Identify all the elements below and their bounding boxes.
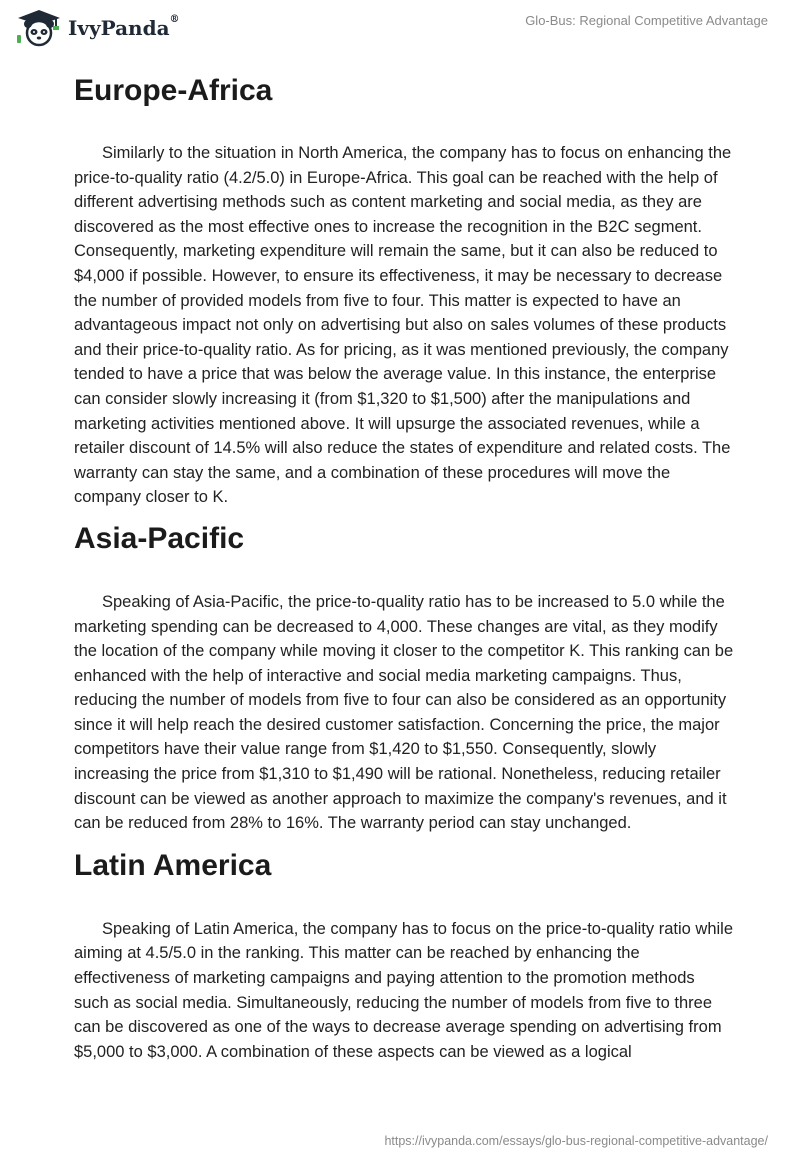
section-heading-latin-america: Latin America <box>74 848 272 882</box>
source-url[interactable]: https://ivypanda.com/essays/glo-bus-regional-competitive-advantage/ <box>384 1134 768 1148</box>
section-heading-asia-pacific: Asia-Pacific <box>74 521 245 555</box>
page-header <box>0 0 800 60</box>
document-title: Glo-Bus: Regional Competitive Advantage <box>525 13 768 28</box>
article-body <box>74 70 734 1064</box>
panda-logo-icon <box>14 8 64 48</box>
section-paragraph-europe-africa: Similarly to the situation in North America, the company has to focus on enhancing the price-to-quality ratio (4.2/5.0) in Europe-Africa. This goal can be reached with the help of different advertising methods such as content marketing and social media, as they are discovered as the most effective ones to increase the recognition in the B2C segment. Consequently, marketing expenditure will remain the same, but it can also be reduced to $4,000 if possible. However, to ensure its effectiveness, it may be necessary to decrease the number of provided models from five to four. This matter is expected to have an advantageous impact not only on advertising but also on sales volumes of these products and their price-to-quality ratio. As for pricing, as it was mentioned previously, the company tended to have a price that was below the average value. In this instance, the enterprise can consider slowly increasing it (from $1,320 to $1,500) after the manipulations and marketing activities mentioned above. It will upsurge the associated revenues, while a retailer discount of 14.5% will also reduce the states of expenditure and related costs. The warranty can stay the same, and a combination of these procedures will move the company closer to K. <box>74 144 732 507</box>
brand-name: IvyPanda® <box>68 14 180 40</box>
site-logo[interactable] <box>14 8 180 48</box>
section-paragraph-asia-pacific: Speaking of Asia-Pacific, the price-to-quality ratio has to be increased to 5.0 while the marketing spending can be decreased to 4,000. These changes are vital, as they modify the location of the company while moving it closer to the competitor K. This ranking can be enhanced with the help of interactive and social media marketing campaigns. Thus, reducing the number of models from five to four can also be considered as an opportunity since it will help reach the desired customer satisfaction. Concerning the price, the major competitors have their value range from $1,420 to $1,550. Consequently, slowly increasing the price from $1,310 to $1,490 will be rational. Nonetheless, reducing retailer discount can be viewed as another approach to maximize the company's revenues, and it can be reduced from 28% to 16%. The warranty period can stay unchanged. <box>74 592 734 833</box>
section-paragraph-latin-america: Speaking of Latin America, the company has to focus on the price-to-quality ratio while aiming at 4.5/5.0 in the ranking. This matter can be reached by enhancing the effectiveness of marketing campaigns and paying attention to the promotion methods such as social media. Simultaneously, reducing the number of models from five to three can be discovered as one of the ways to decrease average spending on advertising from $5,000 to $3,000. A combination of these aspects can be viewed as a logical <box>74 919 734 1061</box>
section-heading-europe-africa: Europe-Africa <box>74 74 273 107</box>
